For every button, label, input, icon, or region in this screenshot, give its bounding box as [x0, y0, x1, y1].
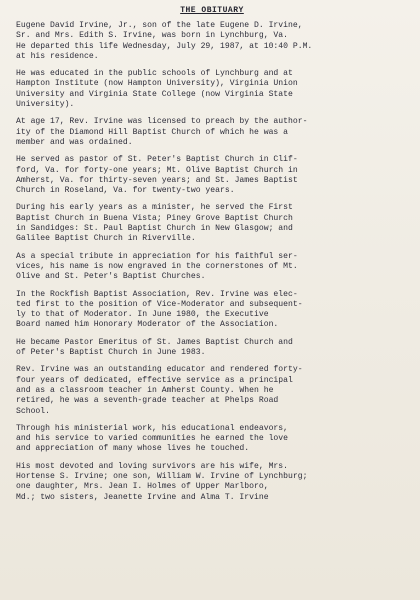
paragraph-licensed: At age 17, Rev. Irvine was licensed to preach by the author- ity of the Diamond Hill Baptist Church of which he was a member and was ordained. [16, 117, 308, 147]
paragraph-legacy: Through his ministerial work, his educational endeavors, and his service to varied communities he earned the love and appreciation of many whose lives he touched. [16, 423, 288, 454]
paragraph-early-years: During his early years as a minister, he served the First Baptist Church in Buena Vista; Piney Grove Baptist Church in Sandidges: St. Paul Baptist Church in New Glasgow; and Galilee Baptist Church in Riverville. [16, 203, 293, 244]
paragraph-tribute: As a special tribute in appreciation for his faithful ser- vices, his name is now engraved in the cornerstones of Mt. Olive and St. Peter's Baptist Churches. [16, 251, 298, 282]
paragraph-association: In the Rockfish Baptist Association, Rev. Irvine was elec- ted first to the position of Vice-Moderator and subsequent- ly to that of Moderator. In June 1980, the Executive Board named him Honorary Moderator of the Association. [16, 289, 303, 330]
paragraph-survivors: His most devoted and loving survivors are his wife, Mrs. Hortense S. Irvine; one son, William W. Irvine of Lynchburg; one daughter, Mrs. Jean I. Holmes of Upper Marlboro, Md.; two sisters, Jeanette Irvine and Alma T. Irvine [16, 461, 308, 502]
paragraph-birth: Eugene David Irvine, Jr., son of the late Eugene D. Irvine, Sr. and Mrs. Edith S. Irvine, was born in Lynchburg, Va. He departed this life Wednesday, July 29, 1987, at 10:40 P.M. at his residence. [16, 21, 313, 61]
page-title: THE OBITUARY [180, 6, 244, 15]
paragraph-education: He was educated in the public schools of Lynchburg and at Hampton Institute (now Hampton University), Virginia Union University and Virginia State College (now Virginia State University). [16, 69, 298, 110]
paragraph-pastorates: He served as pastor of St. Peter's Baptist Church in Clif- ford, Va. for forty-one years; Mt. Olive Baptist Church in Amherst, Va. for thirty-seven years; and St. James Baptist Church in Roseland, Va. for twenty-two years. [16, 155, 298, 196]
paragraph-educator: Rev. Irvine was an outstanding educator and rendered forty- four years of dedicated, effective service as a principal and as a classroom teacher in Amherst County. When he retired, he was a seventh-grade teacher at Phelps Road School. [16, 365, 303, 416]
paragraph-emeritus: He became Pastor Emeritus of St. James Baptist Church and of Peter's Baptist Church in June 1983. [16, 337, 293, 358]
